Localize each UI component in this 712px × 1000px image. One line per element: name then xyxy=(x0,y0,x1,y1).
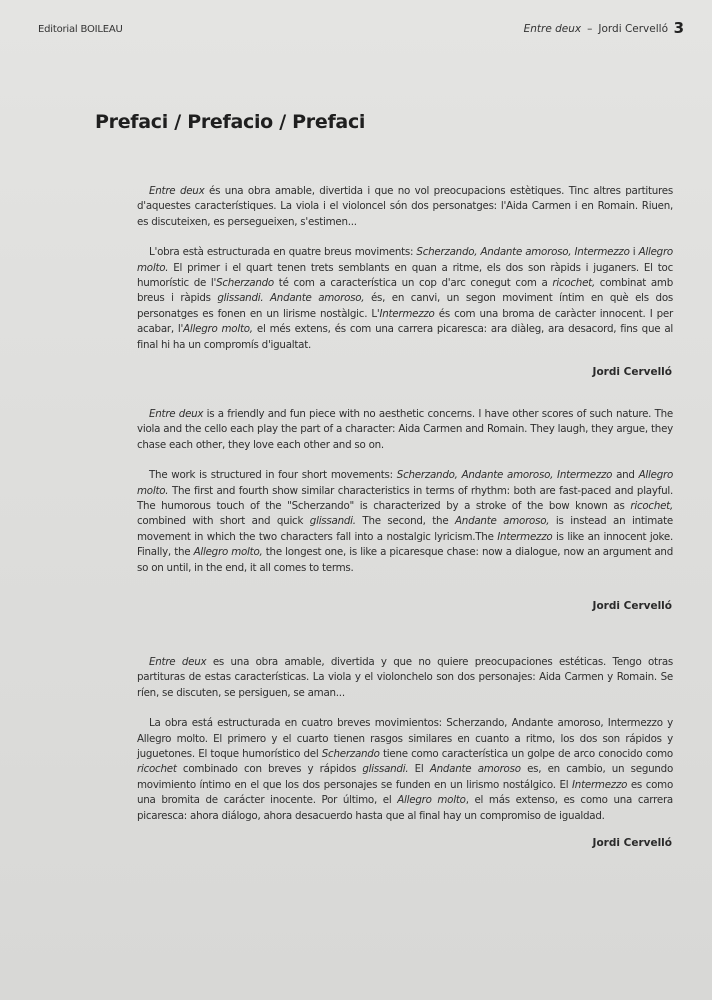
catalan-signature: Jordi Cervelló xyxy=(592,366,672,378)
catalan-paragraph-2: L'obra està estructurada en quatre breus moviments: Scherzando, Andante amoroso, Intermezzo i Allegro molto. El primer i el quart tenen trets semblants en quan a ritme, els dos son ràpids i juganers. El toc humorístic de l'Scherzando té com a característica un cop d'arc conegut com a ricochet, combinat amb breus i ràpids glissandi. Andante amoroso, és, en canvi, un segon moviment íntim en què els dos personatges es fonen en un lirisme nostàlgic. L'Intermezzo és com una broma de caràcter innocent. I per acabar, l'Allegro molto, el més extens, és com una carrera picaresca: ara diàleg, ara desacord, fins que al final hi ha un compromís d'igualtat. xyxy=(137,246,673,351)
spanish-paragraph-2: La obra está estructurada en cuatro breves movimientos: Scherzando, Andante amoroso, Intermezzo y Allegro molto. El primero y el cuarto tienen rasgos similares en cuanto a ritmo, los dos son rápidos y juguetones. El toque humorístico del Scherzando tiene como característica un golpe de arco conocido como ricochet combinado con breves y rápidos glissandi. El Andante amoroso es, en cambio, un segundo movimiento íntimo en el que los dos personajes se funden en un lirismo nostálgico. El Intermezzo es como una bromita de carácter inocente. Por último, el Allegro molto, el más extenso, es como una carrera picaresca: ahora diálogo, ahora desacuerdo hasta que al final hay un compromiso de igualdad. xyxy=(137,717,673,822)
running-head-work-title: Entre deux xyxy=(523,23,582,35)
running-head xyxy=(524,23,668,35)
work-title: Entre deux xyxy=(149,408,204,420)
work-title: Entre deux xyxy=(149,656,207,668)
english-paragraph-1: Entre deux is a friendly and fun piece with no aesthetic concerns. I have other scores of such nature. The viola and the cello each play the part of a character: Aida Carmen and Romain. They laugh, they argue, they chase each other, they love each other and so on. xyxy=(137,408,673,451)
english-paragraph-2: The work is structured in four short movements: Scherzando, Andante amoroso, Intermezzo and Allegro molto. The first and fourth show similar characteristics in terms of rhythm: both are fast-paced and playful. The humorous touch of the "Scherzando" is characterized by a stroke of the bow known as ricochet, combined with short and quick glissandi. The second, the Andante amoroso, is instead an intimate movement in which the two characters fall into a nostalgic lyricism.The Intermezzo is like an innocent joke. Finally, the Allegro molto, the longest one, is like a picaresque chase: now a dialogue, now an argument and so on until, in the end, it all comes to terms. xyxy=(137,469,674,574)
spanish-preface xyxy=(137,655,673,824)
work-title: Entre deux xyxy=(149,185,205,197)
page-title: Prefaci / Prefacio / Prefaci xyxy=(95,111,366,133)
page-number: 3 xyxy=(673,19,684,37)
spanish-paragraph-1: Entre deux es una obra amable, divertida y que no quiere preocupaciones estéticas. Tengo otras partituras de estas características. La viola y el violonchelo son dos personajes: Aida Carmen y Romain. Se ríen, se discuten, se persiguen, se aman... xyxy=(137,656,673,699)
catalan-preface xyxy=(137,184,673,353)
catalan-paragraph-1: Entre deux és una obra amable, divertida i que no vol preocupacions estètiques. Tinc altres partitures d'aquestes característiques. La viola i el violoncel són dos personatges: l'Aida Carmen i en Romain. Riuen, es discuteixen, es persegueixen, s'estimen... xyxy=(137,185,673,228)
publisher-name: Editorial BOILEAU xyxy=(38,24,123,35)
english-preface xyxy=(137,407,673,576)
running-head-separator: – xyxy=(587,23,593,35)
english-signature: Jordi Cervelló xyxy=(592,600,672,612)
spanish-signature: Jordi Cervelló xyxy=(592,837,672,849)
running-head-author: Jordi Cervelló xyxy=(598,23,668,35)
